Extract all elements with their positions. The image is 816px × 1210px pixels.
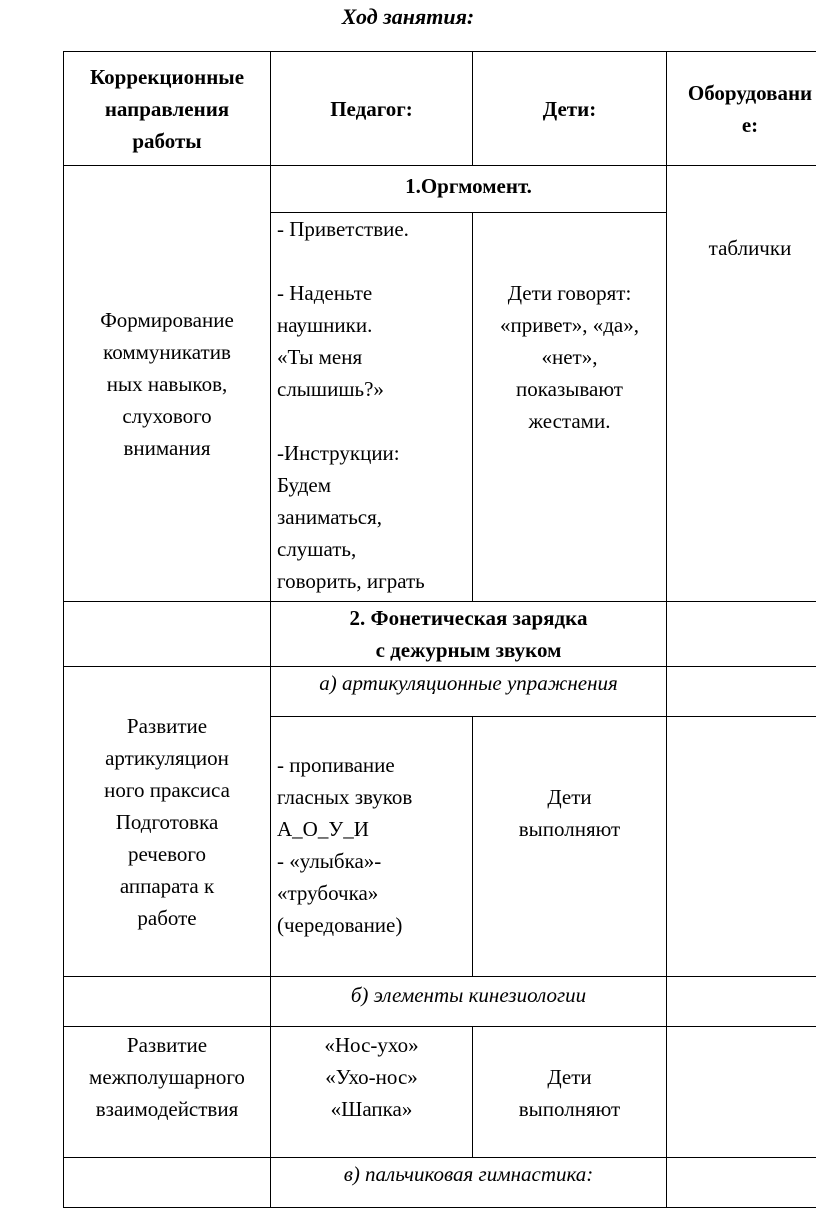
header-equipment: Оборудовани е: (667, 52, 816, 166)
sub-c-heading-row (64, 1158, 816, 1208)
header-directions: Коррекционные направления работы (64, 52, 271, 166)
section2-direction-b: Развитие межполушарного взаимодействия (64, 1027, 271, 1158)
sub-b-heading-row (64, 977, 816, 1027)
table-header-row (64, 52, 816, 166)
section2-children-a: Дети выполняют (473, 717, 667, 977)
sub-a-content-equipment-empty (667, 717, 816, 977)
section1-equipment: таблички (667, 166, 816, 602)
sub-b-content-row (64, 1027, 816, 1158)
section1-teacher: - Приветствие. - Наденьте наушники. «Ты меня слышишь?» -Инструкции: Будем заниматься, слушать, говорить, играть (271, 213, 473, 602)
section1-heading: 1.Оргмомент. (271, 166, 667, 213)
sub-c-direction-empty (64, 1158, 271, 1208)
sub-a-heading: а) артикуляционные упражнения (271, 667, 667, 717)
section2-heading-direction-empty (64, 602, 271, 667)
section2-teacher-b: «Нос-ухо» «Ухо-нос» «Шапка» (271, 1027, 473, 1158)
sub-b-equipment-empty (667, 977, 816, 1027)
lesson-table (63, 51, 816, 1208)
sub-c-equipment-empty (667, 1158, 816, 1208)
sub-a-equipment-empty (667, 667, 816, 717)
section2-direction-a: Развитие артикуляцион ного праксиса Подготовка речевого аппарата к работе (64, 667, 271, 977)
sub-a-heading-row (64, 667, 816, 717)
section2-heading-row (64, 602, 816, 667)
section1-direction: Формирование коммуникатив ных навыков, слухового внимания (64, 166, 271, 602)
sub-b-heading: б) элементы кинезиологии (271, 977, 667, 1027)
sub-c-heading: в) пальчиковая гимнастика: (271, 1158, 667, 1208)
sub-b-content-equipment-empty (667, 1027, 816, 1158)
page-title: Ход занятия: (341, 4, 475, 29)
section1-heading-row (64, 166, 816, 213)
section2-heading-equipment-empty (667, 602, 816, 667)
section2-heading: 2. Фонетическая зарядка с дежурным звуком (271, 602, 667, 667)
section2-children-b: Дети выполняют (473, 1027, 667, 1158)
header-children: Дети: (473, 52, 667, 166)
header-teacher: Педагог: (271, 52, 473, 166)
sub-b-direction-empty (64, 977, 271, 1027)
section1-children: Дети говорят: «привет», «да», «нет», показывают жестами. (473, 213, 667, 602)
section2-teacher-a: - пропивание гласных звуков А_О_У_И - «улыбка»- «трубочка» (чередование) (271, 717, 473, 977)
